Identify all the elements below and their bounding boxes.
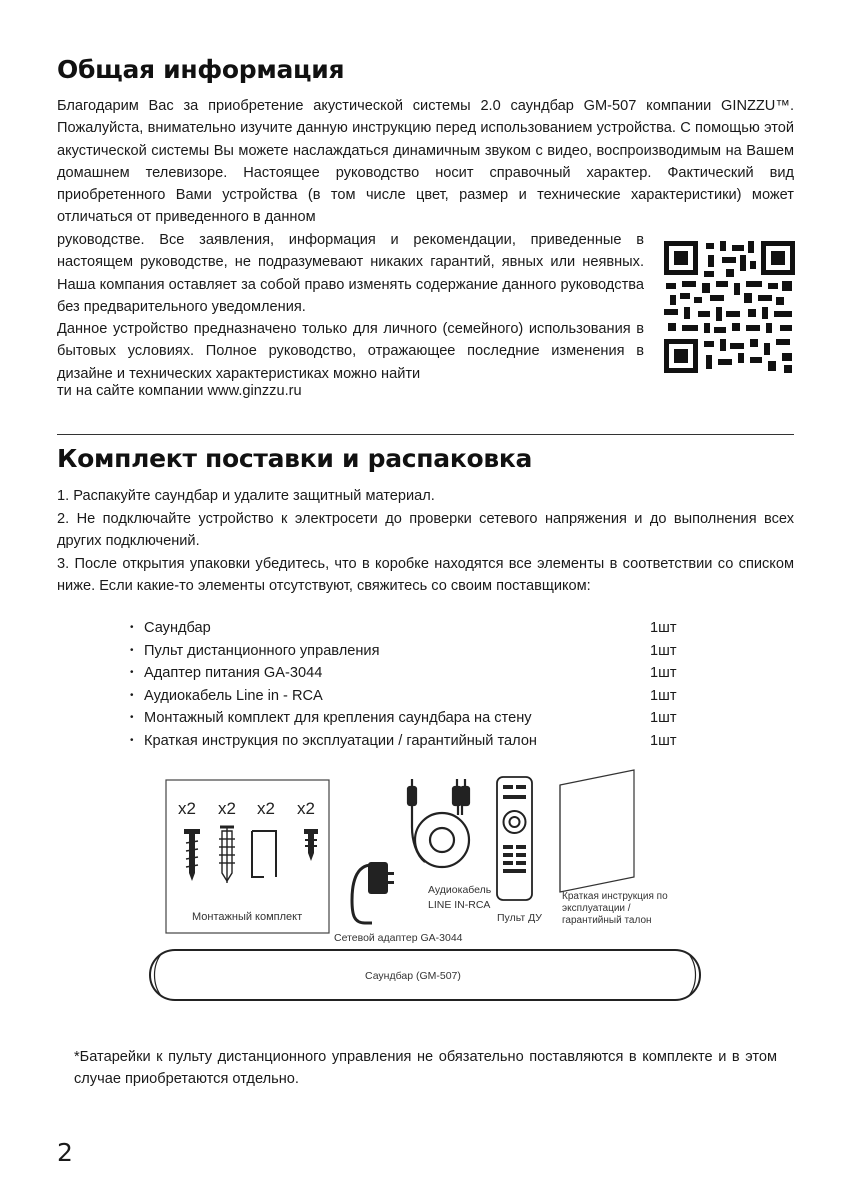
manual-booklet-icon — [560, 770, 668, 926]
list-item — [130, 617, 690, 640]
mounting-kit-label: Монтажный комплект — [192, 911, 303, 923]
small-screw-icon — [304, 829, 318, 861]
adapter-label: Сетевой адаптер GA-3044 — [334, 932, 463, 944]
section-title-package: Комплект поставки и распаковка — [57, 444, 533, 473]
item-name: Аудиокабель Line in - RCA — [144, 687, 323, 704]
cable-label-1: Аудиокабель — [428, 884, 492, 896]
bullet-icon: • — [130, 734, 134, 746]
step-2: 2. Не подключайте устройство к электросети до проверки сетевого напряжения и до выполнения всех других подключений. — [57, 511, 794, 550]
website-line: ти на сайте компании www.ginzzu.ru — [57, 383, 302, 399]
mount-count: x2 — [257, 799, 275, 818]
soundbar-icon — [150, 950, 700, 1000]
bracket-icon — [252, 831, 276, 877]
section-divider — [57, 434, 794, 435]
item-qty: 1шт — [650, 710, 677, 727]
item-qty: 1шт — [650, 732, 677, 749]
disclaimer-paragraph: руководстве. Все заявления, информация и рекомендации, приведенные в настоящем руководстве, не подразумевают никаких гарантий, явных или неявных. Наша компания оставляет за собой право изменять содержание данного руководства без предварительного уведомления. — [57, 232, 644, 315]
qr-code-icon — [664, 241, 795, 373]
remote-label: Пульт ДУ — [497, 912, 542, 924]
item-name: Краткая инструкция по эксплуатации / гарантийный талон — [144, 732, 537, 749]
item-qty: 1шт — [650, 665, 677, 682]
list-item — [130, 730, 690, 753]
usage-paragraph: Данное устройство предназначено только для личного (семейного) использования в бытовых условиях. Полное руководство, отражающее последние изменения в дизайне и технических характеристиках можно найти — [57, 321, 644, 382]
item-qty: 1шт — [650, 687, 677, 704]
step-1: 1. Распакуйте саундбар и удалите защитный материал. — [57, 488, 435, 504]
mount-count: x2 — [178, 799, 196, 818]
remote-control-icon — [497, 777, 542, 924]
screw-icon — [184, 829, 200, 881]
bullet-icon: • — [130, 622, 134, 633]
cable-label-2: LINE IN-RCA — [428, 899, 491, 911]
soundbar-label: Саундбар (GM-507) — [365, 970, 461, 982]
bullet-icon: • — [130, 644, 134, 656]
list-item — [130, 685, 690, 708]
page-number: 2 — [57, 1138, 73, 1167]
list-item — [130, 640, 690, 663]
mounting-kit — [166, 780, 329, 933]
bullet-icon: • — [130, 689, 134, 701]
manual-label-3: гарантийный талон — [562, 915, 652, 926]
battery-footnote: *Батарейки к пульту дистанционного управления не обязательно поставляются в комплекте и в этом случае приобретаются отдельно. — [74, 1049, 777, 1088]
audio-cable-icon — [408, 779, 492, 911]
package-contents-list — [130, 617, 690, 753]
manual-label-2: эксплуатации / — [562, 903, 631, 914]
item-name: Адаптер питания GA-3044 — [144, 665, 323, 682]
mount-count: x2 — [297, 799, 315, 818]
package-contents-illustration — [140, 765, 710, 1010]
list-item — [130, 707, 690, 730]
manual-label-1: Краткая инструкция по — [562, 891, 668, 902]
item-qty: 1шт — [650, 642, 677, 659]
mount-count: x2 — [218, 799, 236, 818]
item-name: Монтажный комплект для крепления саундбара на стену — [144, 710, 532, 727]
section-title-general: Общая информация — [57, 55, 345, 84]
wall-anchor-icon — [219, 827, 235, 883]
item-qty: 1шт — [650, 620, 677, 636]
step-3: 3. После открытия упаковки убедитесь, что в коробке находятся все элементы в соответствии со списком ниже. Если какие-то элементы отсутствуют, свяжитесь со своим поставщиком: — [57, 556, 794, 595]
bullet-icon: • — [130, 712, 134, 724]
item-name: Саундбар — [144, 620, 211, 636]
item-name: Пульт дистанционного управления — [144, 642, 380, 659]
intro-paragraph: Благодарим Вас за приобретение акустической системы 2.0 саундбар GM-507 компании GINZZU™. Пожалуйста, внимательно изучите данную инструкцию перед использованием устройства. С помощью этой акустической системы Вы можете наслаждаться динамичным звуком с видео, воспроизводимым на Вашем домашнем телевизоре. Настоящее руководство носит справочный характер. Фактический вид приобретенного Вами устройства (в том числе цвет, размер и технические характеристики) может отличаться от приведенного в данном — [57, 98, 794, 226]
bullet-icon: • — [130, 667, 134, 679]
list-item — [130, 662, 690, 685]
